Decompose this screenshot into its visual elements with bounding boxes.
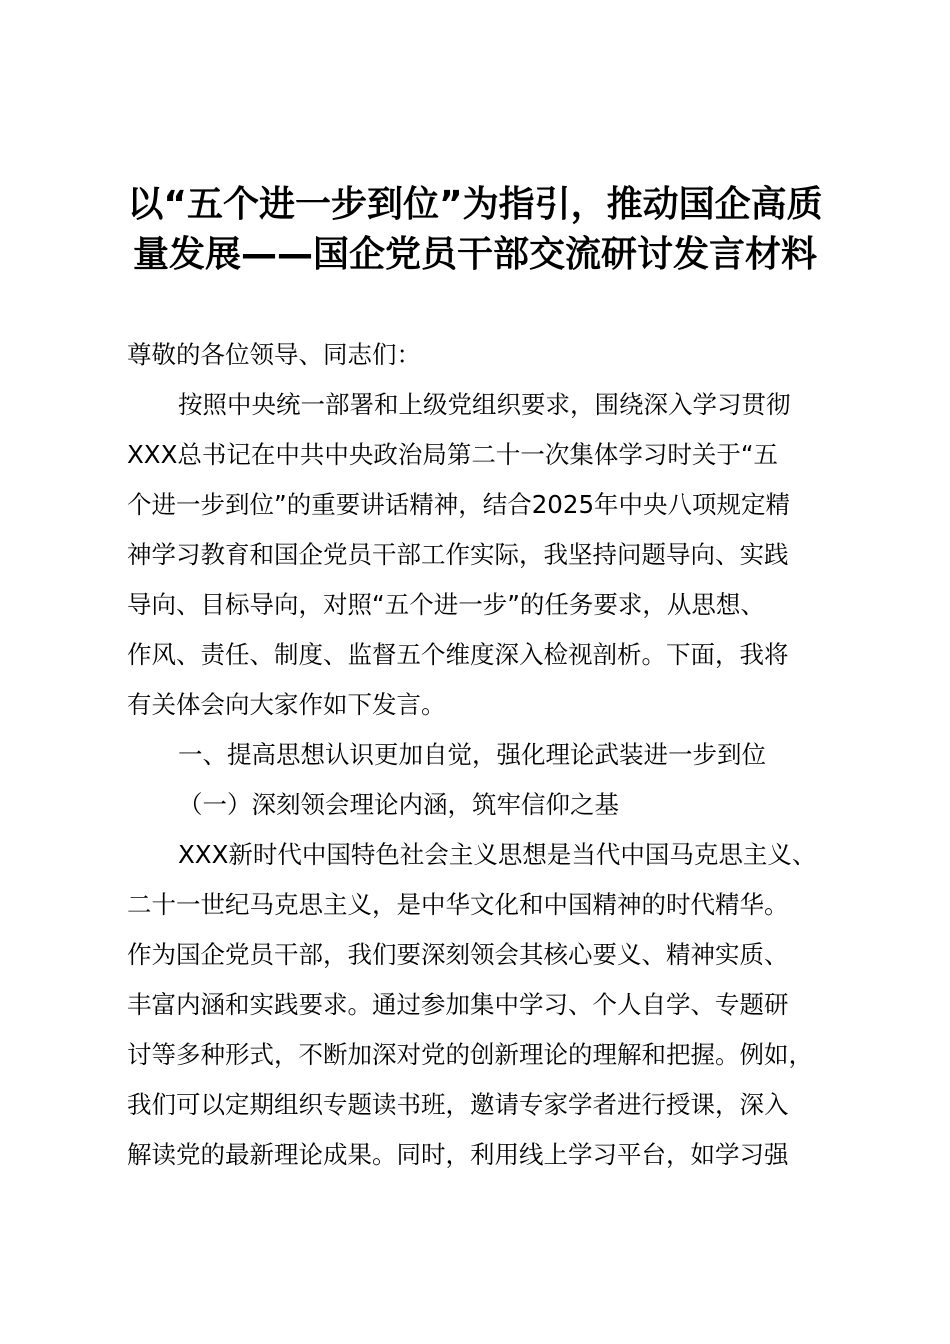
paragraph-line: 二十一世纪马克思主义，是中华文化和中国精神的时代精华。 bbox=[127, 890, 789, 919]
paragraph-line: 导向、目标导向，对照“五个进一步”的任务要求，从思想、 bbox=[127, 590, 765, 619]
paragraph-line: 按照中央统一部署和上级党组织要求，围绕深入学习贯彻 bbox=[178, 390, 791, 419]
paragraph-line: 我们可以定期组织专题读书班，邀请专家学者进行授课，深入 bbox=[127, 1090, 789, 1119]
title-line-2: 量发展——国企党员干部交流研讨发言材料 bbox=[132, 234, 817, 275]
salutation-text: 尊敬的各位领导、同志们： bbox=[127, 340, 421, 369]
title-line-1: 以“五个进一步到位”为指引，推动国企高质 bbox=[127, 184, 823, 225]
paragraph-line: 个进一步到位”的重要讲话精神，结合2025年中央八项规定精 bbox=[127, 490, 791, 519]
paragraph-intro bbox=[127, 380, 837, 730]
section-heading-1 bbox=[127, 730, 837, 780]
paragraph-line: XXX总书记在中共中央政治局第二十一次集体学习时关于“五 bbox=[127, 440, 779, 469]
document-title bbox=[100, 180, 850, 280]
paragraph-line: 讨等多种形式，不断加深对党的创新理论的理解和把握。例如， bbox=[127, 1040, 813, 1069]
paragraph-line: 作为国企党员干部，我们要深刻领会其核心要义、精神实质、 bbox=[127, 940, 789, 969]
document-body bbox=[127, 330, 837, 1180]
paragraph-line: 有关体会向大家作如下发言。 bbox=[127, 690, 446, 719]
paragraph-theory bbox=[127, 830, 837, 1180]
salutation bbox=[127, 330, 837, 380]
subsection-heading-text: （一）深刻领会理论内涵，筑牢信仰之基 bbox=[178, 790, 619, 819]
paragraph-line: XXX新时代中国特色社会主义思想是当代中国马克思主义、 bbox=[178, 840, 817, 869]
subsection-heading-1 bbox=[127, 780, 837, 830]
section-heading-text: 一、提高思想认识更加自觉，强化理论武装进一步到位 bbox=[178, 740, 766, 769]
paragraph-line: 解读党的最新理论成果。同时，利用线上学习平台，如学习强 bbox=[127, 1140, 789, 1169]
paragraph-line: 丰富内涵和实践要求。通过参加集中学习、个人自学、专题研 bbox=[127, 990, 789, 1019]
paragraph-line: 神学习教育和国企党员干部工作实际，我坚持问题导向、实践 bbox=[127, 540, 789, 569]
paragraph-line: 作风、责任、制度、监督五个维度深入检视剖析。下面，我将 bbox=[127, 640, 789, 669]
